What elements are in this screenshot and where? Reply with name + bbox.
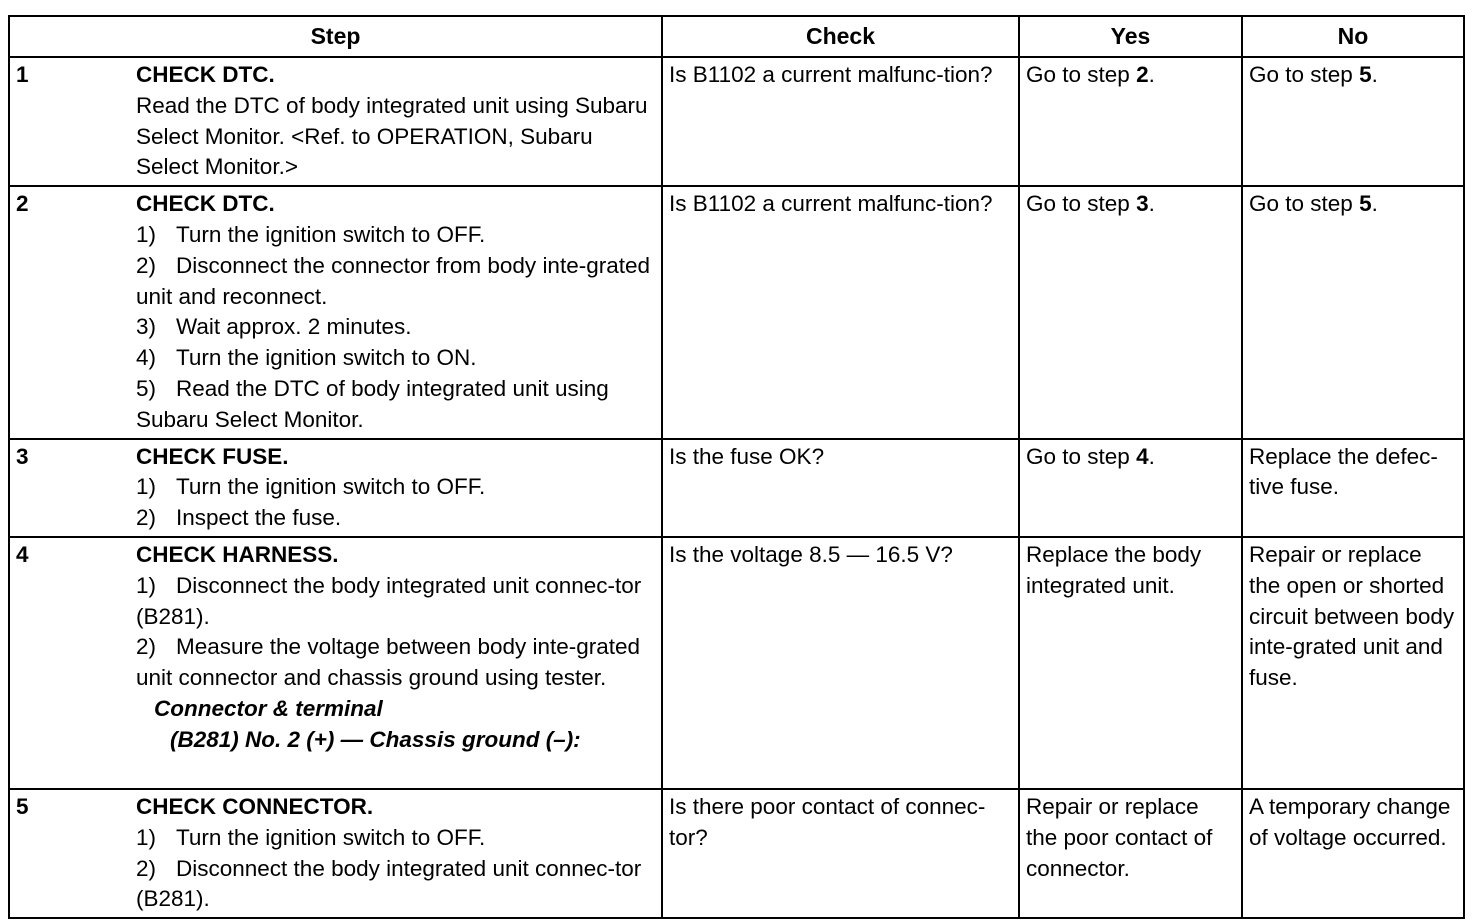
- substep: [136, 823, 657, 854]
- yes-prefix: Go to step: [1026, 443, 1137, 469]
- yes-prefix: Go to step: [1026, 62, 1137, 87]
- step-number: 1: [16, 62, 29, 87]
- header-yes: Yes: [1019, 16, 1242, 57]
- substep-number: 2): [136, 634, 157, 660]
- no-step-ref: 5: [1359, 191, 1372, 217]
- substep: [136, 312, 657, 343]
- step-cell: [9, 57, 662, 186]
- step-cell: [9, 789, 662, 918]
- no-cell: [1242, 57, 1464, 186]
- no-prefix: Go to step: [1249, 62, 1360, 87]
- header-step: Step: [9, 16, 662, 57]
- yes-suffix: .: [1148, 62, 1155, 87]
- diagnostic-table: [8, 15, 1465, 919]
- no-cell: Repair or replace the open or shorted circuit between body inte-grated unit and fuse.: [1242, 537, 1464, 789]
- table-row: [9, 439, 1464, 537]
- check-cell: Is the fuse OK?: [662, 439, 1019, 537]
- check-cell: Is there poor contact of connec-tor?: [662, 789, 1019, 918]
- connector-terminal-spec: (B281) No. 2 (+) — Chassis ground (–):: [170, 726, 581, 752]
- substep: [136, 632, 657, 694]
- substep-number: 4): [136, 345, 157, 371]
- header-check: Check: [662, 16, 1019, 57]
- substep: [136, 472, 657, 503]
- check-cell: Is B1102 a current malfunc-tion?: [662, 57, 1019, 186]
- substep-number: 2): [136, 252, 157, 278]
- step-cell: [9, 537, 662, 789]
- substep-number: 1): [136, 474, 157, 500]
- step-title: CHECK DTC.: [136, 191, 275, 217]
- table-row: [9, 186, 1464, 438]
- substep-text: Turn the ignition switch to OFF.: [176, 824, 486, 850]
- yes-suffix: .: [1148, 191, 1155, 217]
- no-cell: Replace the defec-tive fuse.: [1242, 439, 1464, 537]
- table-row: [9, 537, 1464, 789]
- yes-cell: [1019, 57, 1242, 186]
- connector-terminal-label: Connector & terminal: [154, 695, 383, 721]
- substep: [136, 571, 657, 633]
- table-header-row: [9, 16, 1464, 57]
- yes-cell: Replace the body integrated unit.: [1019, 537, 1242, 789]
- step-title: CHECK FUSE.: [136, 443, 289, 469]
- table-row: [9, 57, 1464, 186]
- check-cell: Is B1102 a current malfunc-tion?: [662, 186, 1019, 438]
- step-number: 2: [16, 191, 29, 217]
- substep-text: Disconnect the body integrated unit connec-tor (B281).: [136, 572, 642, 629]
- no-cell: [1242, 186, 1464, 438]
- substep-text: Disconnect the connector from body inte-grated unit and reconnect.: [136, 252, 651, 309]
- substep-number: 1): [136, 824, 157, 850]
- substep-number: 5): [136, 375, 157, 401]
- substep: [136, 220, 657, 251]
- yes-suffix: .: [1148, 443, 1155, 469]
- step-cell: [9, 439, 662, 537]
- substep-number: 1): [136, 572, 157, 598]
- no-suffix: .: [1371, 191, 1378, 217]
- substep-number: 2): [136, 855, 157, 881]
- step-number: 3: [16, 443, 29, 469]
- check-cell: Is the voltage 8.5 — 16.5 V?: [662, 537, 1019, 789]
- step-cell: [9, 186, 662, 438]
- no-suffix: .: [1371, 62, 1378, 87]
- substep: [136, 503, 657, 534]
- yes-cell: Repair or replace the poor contact of connector.: [1019, 789, 1242, 918]
- table-row: [9, 789, 1464, 918]
- substep-text: Turn the ignition switch to OFF.: [176, 474, 486, 500]
- substep-text: Read the DTC of body integrated unit using Subaru Select Monitor.: [136, 375, 609, 432]
- step-body: Read the DTC of body integrated unit using Subaru Select Monitor. <Ref. to OPERATION, Subaru Select Monitor.>: [136, 92, 648, 180]
- substep: [136, 343, 657, 374]
- substep-text: Turn the ignition switch to OFF.: [176, 221, 486, 247]
- no-prefix: Go to step: [1249, 191, 1360, 217]
- substep: [136, 854, 657, 916]
- step-title: CHECK DTC.: [136, 62, 275, 87]
- substep-text: Measure the voltage between body inte-grated unit connector and chassis ground using tester.: [136, 634, 641, 691]
- yes-cell: [1019, 439, 1242, 537]
- yes-prefix: Go to step: [1026, 191, 1137, 217]
- yes-step-ref: 3: [1136, 191, 1149, 217]
- no-step-ref: 5: [1359, 62, 1372, 87]
- substep-text: Disconnect the body integrated unit connec-tor (B281).: [136, 855, 642, 912]
- substep: [136, 251, 657, 313]
- step-number: 5: [16, 793, 29, 819]
- step-number: 4: [16, 541, 29, 567]
- yes-cell: [1019, 186, 1242, 438]
- step-title: CHECK CONNECTOR.: [136, 793, 374, 819]
- yes-step-ref: 2: [1136, 62, 1149, 87]
- substep-text: Turn the ignition switch to ON.: [176, 345, 477, 371]
- substep: [136, 374, 657, 436]
- yes-step-ref: 4: [1136, 443, 1149, 469]
- substep-number: 1): [136, 221, 157, 247]
- substep-text: Inspect the fuse.: [176, 505, 342, 531]
- substep-number: 3): [136, 314, 157, 340]
- step-title: CHECK HARNESS.: [136, 541, 339, 567]
- substep-text: Wait approx. 2 minutes.: [176, 314, 412, 340]
- no-cell: A temporary change of voltage occurred.: [1242, 789, 1464, 918]
- substep-number: 2): [136, 505, 157, 531]
- header-no: No: [1242, 16, 1464, 57]
